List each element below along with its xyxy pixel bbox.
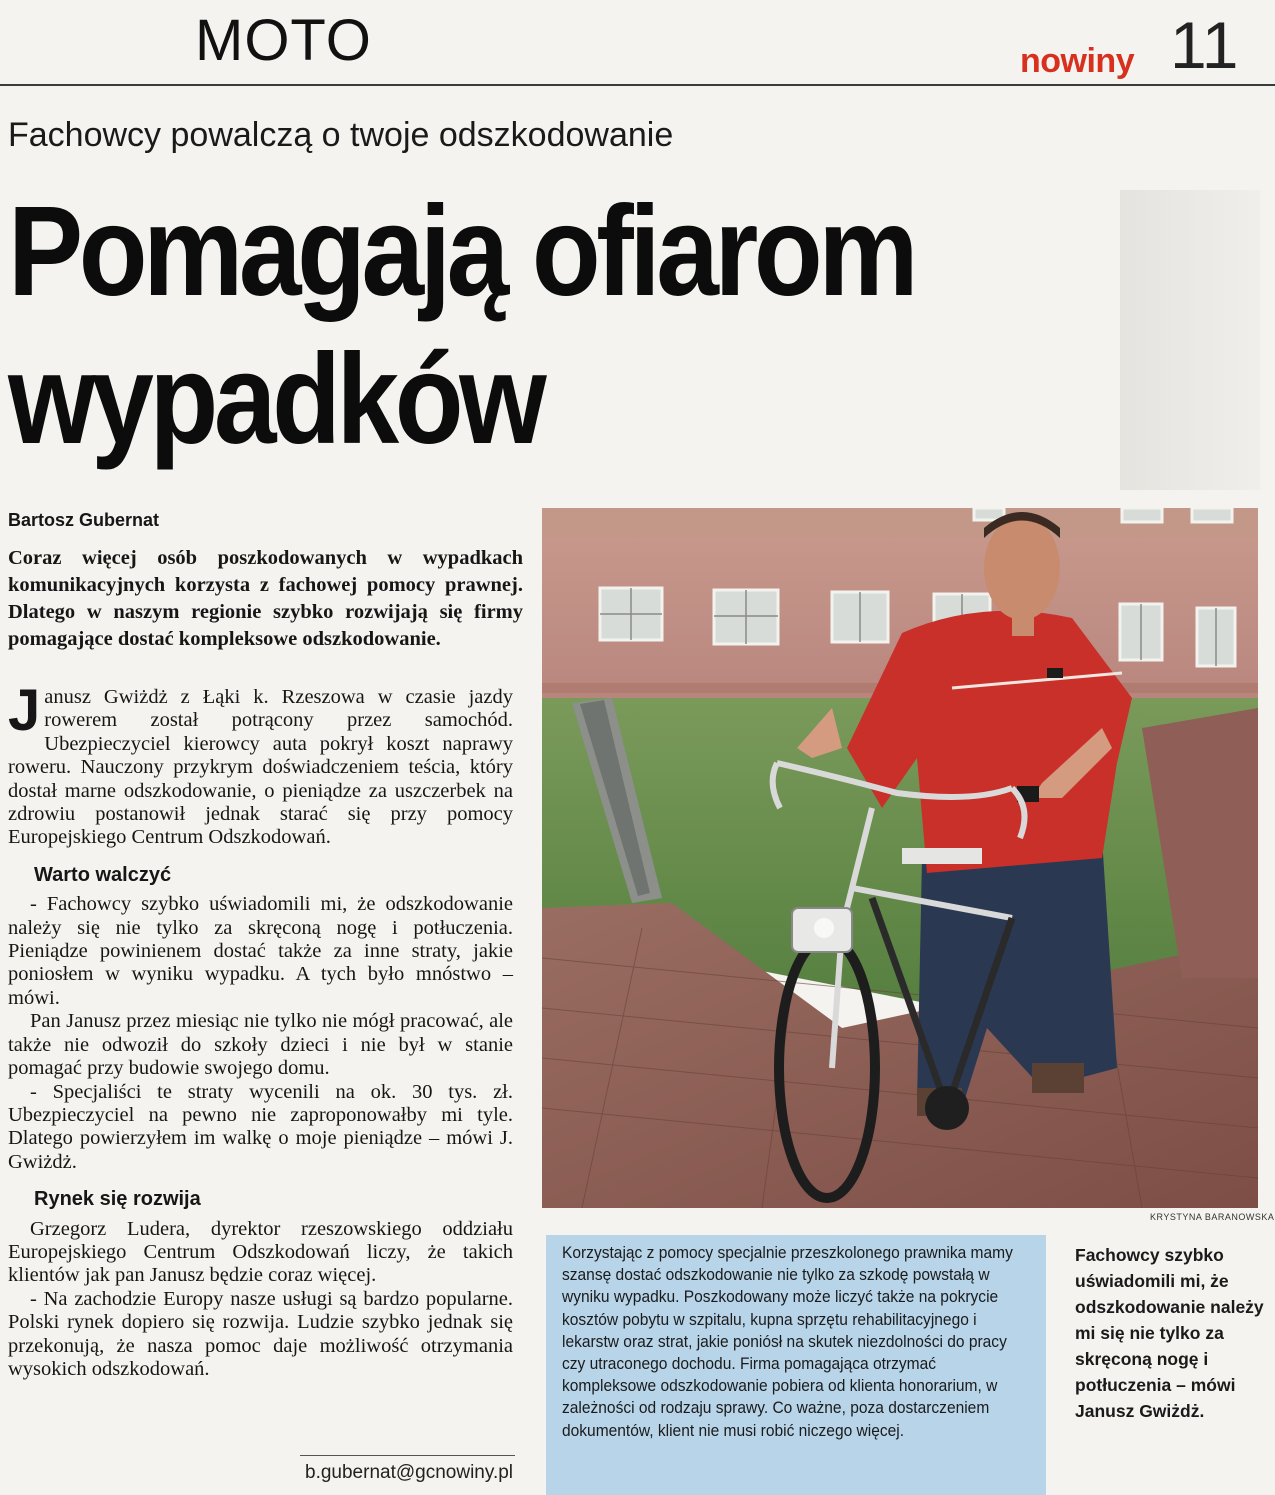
article-photo [542,508,1258,1208]
photo-credit: KRYSTYNA BARANOWSKA [1150,1212,1275,1222]
email-rule [300,1455,515,1456]
header-rule [0,84,1275,86]
intro-paragraph [8,678,513,850]
paragraph: - Na zachodzie Europy nasze usługi są bardzo popularne. Polski rynek dopiero się rozwija. Ludzie szybko jednak się przekonują, że nasza pomoc daje możliwość otrzymania wysokich odszkodowań. [8,1287,513,1380]
section-title: MOTO [195,8,372,73]
article-headline [8,178,1064,474]
article-kicker: Fachowcy powalczą o twoje odszkodowanie [8,116,674,154]
info-box-text: Korzystając z pomocy specjalnie przeszkolonego prawnika mamy szansę dostać odszkodowanie nie tylko za szkodę powstałą w wyniku wypadku. Poszkodowany może liczyć także na pokrycie kosztów pobytu w szpitalu, kupna sprzętu rehabilitacyjnego i lekarstw oraz strat, jakie poniósł na skutek niezdolności do pracy czy utraconego dochodu. Firma pomagająca otrzymać kompleksowe odszkodowanie pobiera od klienta honorarium, w zależności od rodzaju sprawy. Co ważne, poza dostarczeniem dokumentów, klient nie musi robić niczego więcej. [562,1244,1013,1440]
headline-line-1: Pomagają ofiarom [8,180,915,323]
bleed-through-artifact [860,110,871,144]
newspaper-logo: nowiny [1020,42,1135,80]
byline: Bartosz Gubernat [8,510,160,530]
paragraph: Grzegorz Ludera, dyrektor rzeszowskiego oddziału Europejskiego Centrum Odszkodowań liczy, że takich klientów jak pan Janusz będzie coraz więcej. [8,1217,513,1287]
intro-text: anusz Gwiżdż z Łąki k. Rzeszowa w czasie jazdy rowerem został potrącony przez samochód. Ubezpieczyciel kierowcy auta pokrył koszt naprawy roweru. Nauczony przykrym doświadczeniem teścia, który dostał marne odszkodowanie, o pieniądze za uszczerbek na zdrowiu postanowił jednak starać się przy pomocy Europejskiego Centrum Odszkodowań. [8,686,513,849]
bleed-through-shape [1120,190,1260,490]
pull-quote: Fachowcy szybko uświadomili mi, że odszkodowanie należy mi się nie tylko za skręconą nogę i potłuczenia – mówi Janusz Gwiżdż. [1075,1245,1264,1421]
paragraph: Pan Janusz przez miesiąc nie tylko nie mógł pracować, ale także nie odwoził do szkoły dzieci i nie był w stanie pomagać przy budowie swojego domu. [8,1010,513,1080]
paragraph: - Specjaliści te straty wycenili na ok. 30 tys. zł. Ubezpieczyciel na pewno nie zaproponowałby mi tyle. Dlatego powierzyłem im walkę o moje pieniądze – mówi J. Gwiżdż. [8,1080,513,1173]
subheading-warto-walczyc: Warto walczyć [34,863,172,886]
author-email: b.gubernat@gcnowiny.pl [305,1462,514,1483]
article-lead: Coraz więcej osób poszkodowanych w wypadkach komunikacyjnych korzysta z fachowej pomocy prawnej. Dlatego w naszym regionie szybko rozwijają się firmy pomagające dostać kompleksowe odszkodowanie. [8,547,523,650]
photo-man-with-bicycle [542,508,1258,1208]
article-body [8,678,513,1381]
page-number: 11 [1170,8,1239,82]
headline-line-2: wypadków [8,328,543,471]
drop-cap: J [8,678,41,743]
subheading-rynek: Rynek się rozwija [34,1188,201,1211]
paragraph: - Fachowcy szybko uświadomili mi, że odszkodowanie należy się nie tylko za skręconą nogę i potłuczenia. Pieniądze powinienem dostać także za inne straty, jakie poniosłem w wyniku wypadku. A tych było mnóstwo – mówi. [8,893,513,1009]
